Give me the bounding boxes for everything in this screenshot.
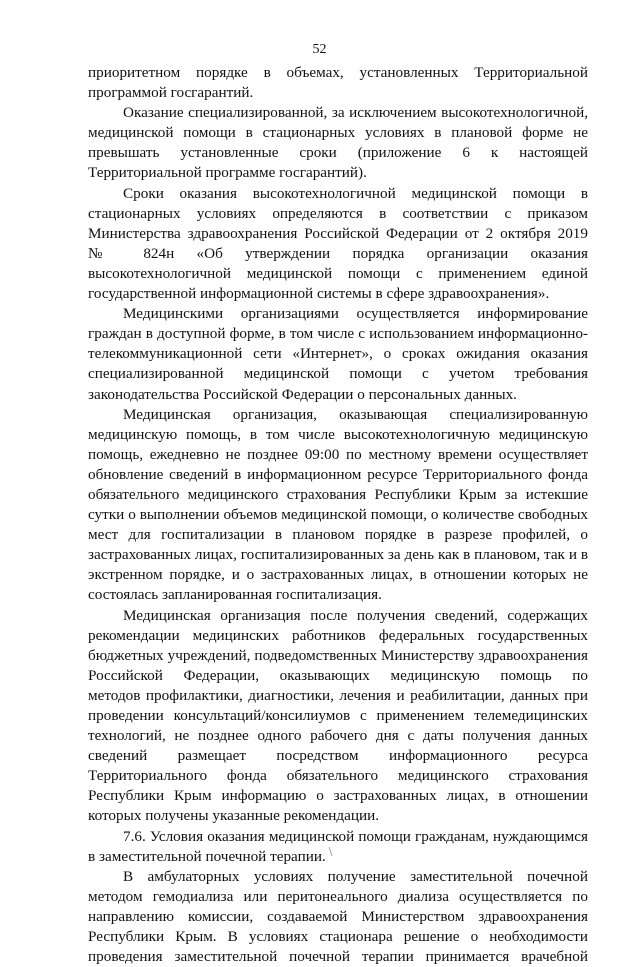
- text-line: граждан в доступной форме, в том числе с использованием информационно-: [88, 325, 588, 343]
- text-line: которых получены указанные рекомендации.: [88, 807, 380, 825]
- text-line: экстренном порядке, и о застрахованных лицах, в отношении которых не: [88, 566, 588, 584]
- text-line: медицинской помощи в стационарных условиях в плановой форме не: [88, 124, 588, 142]
- text-line: сведений размещает посредством информационного ресурса: [88, 747, 588, 765]
- text-line: № 824н «Об утверждении порядка организации оказания: [88, 244, 588, 262]
- text-line: медицинскую помощь, в том числе высокотехнологичную медицинскую: [88, 425, 588, 443]
- text-line: Территориальной программе госгарантий).: [88, 164, 367, 182]
- text-line: мест для госпитализации в плановом порядке в разрезе профилей, о: [88, 526, 588, 544]
- text-line: методом гемодиализа или перитонеального диализа осуществляется по: [88, 887, 588, 905]
- text-line: застрахованных лицах, госпитализированных за день как в плановом, так и в: [88, 546, 588, 564]
- text-line: обновление сведений в информационном ресурсе Территориального фонда: [88, 465, 588, 483]
- text-line: бюджетных учреждений, подведомственных Министерству здравоохранения: [88, 646, 588, 664]
- text-line: телекоммуникационной сети «Интернет», о сроках ожидания оказания: [88, 345, 588, 363]
- text-line: методов профилактики, диагностики, лечения и реабилитации, данных при: [88, 686, 588, 704]
- text-line: специализированной медицинской помощи с учетом требования: [88, 365, 588, 383]
- text-line: Медицинскими организациями осуществляется информирование: [123, 305, 588, 323]
- text-line: сутки о выполнении объемов медицинской помощи, о количестве свободных: [88, 506, 588, 524]
- text-line: проведении консультаций/консилиумов с применением телемедицинских: [88, 707, 588, 724]
- text-line: в заместительной почечной терапии.: [88, 847, 326, 865]
- text-line: Оказание специализированной, за исключением высокотехнологичной,: [123, 104, 588, 122]
- text-line: 7.6. Условия оказания медицинской помощи гражданам, нуждающимся: [123, 827, 588, 845]
- text-line: стационарных условиях определяются в соответствии с приказом: [88, 204, 588, 222]
- text-line: Сроки оказания высокотехнологичной медицинской помощи в: [123, 184, 588, 202]
- text-line: Медицинская организация, оказывающая специализированную: [123, 405, 588, 423]
- text-line: состоялась запланированная госпитализация.: [88, 586, 382, 604]
- text-line: Медицинская организация после получения сведений, содержащих: [123, 606, 588, 624]
- text-line: помощь, ежедневно не позднее 09:00 по местному времени осуществляет: [88, 445, 588, 463]
- text-line: Министерства здравоохранения Российской Федерации от 2 октября 2019: [88, 224, 588, 242]
- body-text: [88, 63, 588, 967]
- page-number: 52: [312, 42, 327, 57]
- text-line: Республики Крым. В условиях стационара решение о необходимости: [88, 928, 588, 946]
- text-line: программой госгарантий.: [88, 84, 254, 102]
- text-line: превышать установленные сроки (приложение 6 к настоящей: [88, 144, 588, 162]
- text-line: Территориального фонда обязательного медицинского страхования: [88, 767, 588, 785]
- text-line: технологий, не позднее одного рабочего дня с даты получения данных: [88, 727, 588, 745]
- text-line: Республики Крым информацию о застрахованных лицах, в отношении: [88, 787, 588, 805]
- text-line: Российской Федерации, оказывающих медицинскую помощь по: [88, 666, 588, 684]
- text-line: В амбулаторных условиях получение заместительной почечной: [123, 867, 588, 885]
- text-line: законодательства Российской Федерации о персональных данных.: [88, 385, 517, 403]
- text-line: проведения заместительной почечной терапии принимается врачебной: [88, 948, 588, 966]
- text-line: обязательного медицинского страхования Республики Крым за истекшие: [88, 485, 588, 503]
- text-line: рекомендации медицинских работников федеральных государственных: [88, 626, 588, 644]
- text-line: государственной информационной системы в сфере здравоохранения».: [88, 285, 550, 303]
- text-line: приоритетном порядке в объемах, установленных Территориальной: [88, 64, 588, 81]
- text-line: направлению комиссии, создаваемой Министерством здравоохранения: [88, 907, 588, 925]
- text-line: высокотехнологичной медицинской помощи с применением единой: [88, 264, 588, 282]
